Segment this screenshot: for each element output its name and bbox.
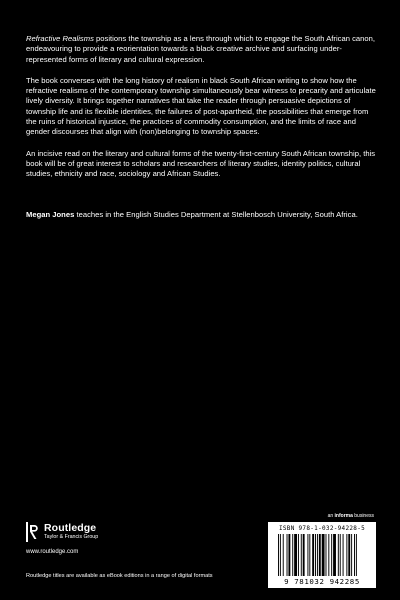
barcode-bars (278, 534, 370, 576)
barcode-bar (326, 534, 327, 576)
barcode-bar (351, 534, 352, 576)
isbn-barcode (268, 522, 376, 588)
barcode-bar (288, 534, 290, 576)
barcode-bar (346, 534, 347, 576)
barcode-bar (356, 534, 357, 576)
blurb-paragraph-2: The book converses with the long history of realism in black South African writing to show how the refractive realisms of the contemporary township simultaneously bear witness to precarity and articulate lively diversity. It brings together narratives that take the reader through persuasive depictions of township life and its flexible identities, the failures of post-apartheid, the possibilities that emerge from the ruins of historical injustice, the practices of commodity consumption, and the limits of race and gender discourses that align with (non)belonging to township spaces. (26, 75, 376, 137)
informa-brand: informa (334, 513, 353, 519)
barcode-bar (287, 534, 288, 576)
barcode-bar (301, 534, 302, 576)
barcode-bar (348, 534, 350, 576)
informa-prefix: an (327, 513, 335, 519)
book-title-italic: Refractive Realisms (26, 34, 94, 43)
barcode-bar (283, 534, 284, 576)
barcode-bar (319, 534, 321, 576)
barcode-bar (298, 534, 299, 576)
barcode-bar (331, 534, 332, 576)
barcode-bar (340, 534, 341, 576)
author-bio-text: teaches in the English Studies Department at Stellenbosch University, South Africa. (74, 209, 358, 219)
barcode-bar (315, 534, 316, 576)
barcode-bar (278, 534, 279, 576)
author-name: Megan Jones (26, 209, 75, 219)
barcode-bar (292, 534, 293, 576)
barcode-bar (309, 534, 310, 576)
barcode-bar (338, 534, 339, 576)
publisher-block (26, 522, 186, 562)
barcode-bar (354, 534, 355, 576)
informa-business-tag (328, 513, 374, 519)
barcode-bar (333, 534, 336, 576)
barcode-digits: 9 781032 942285 (284, 577, 360, 586)
blurb-paragraph-3: An incisive read on the literary and cultural forms of the twenty-first-century South African township, this book will be of great interest to scholars and researchers of literary studies, identity politics, cultural studies, ethnicity and race, sociology and African Studies. (26, 148, 376, 179)
ebook-note: Routledge titles are available as eBook editions in a range of digital formats (26, 573, 213, 579)
barcode-bar (303, 534, 305, 576)
back-cover-blurb (26, 34, 376, 231)
barcode-bar (312, 534, 314, 576)
blurb-paragraph-1 (26, 34, 376, 65)
publisher-url[interactable]: www.routledge.com (26, 549, 79, 555)
barcode-bar (280, 534, 281, 576)
author-bio (26, 210, 376, 220)
publisher-name: Routledge (44, 522, 97, 534)
barcode-bar (343, 534, 344, 576)
barcode-bar (322, 534, 325, 576)
isbn-label: ISBN 978-1-032-94228-5 (278, 525, 366, 532)
barcode-bar (307, 534, 308, 576)
routledge-r-icon (26, 522, 40, 542)
barcode-bar (317, 534, 318, 576)
barcode-bar (294, 534, 297, 576)
publisher-group: Taylor & Francis Group (44, 534, 99, 540)
blurb-paragraph-1-text: positions the township as a lens through which to engage the South African canon, endeavouring to provide a reorientation towards a black creative archive and surfacing under-represented forms of literary and cultural expression. (26, 34, 376, 64)
barcode-bar (328, 534, 329, 576)
informa-suffix: business (352, 513, 374, 519)
